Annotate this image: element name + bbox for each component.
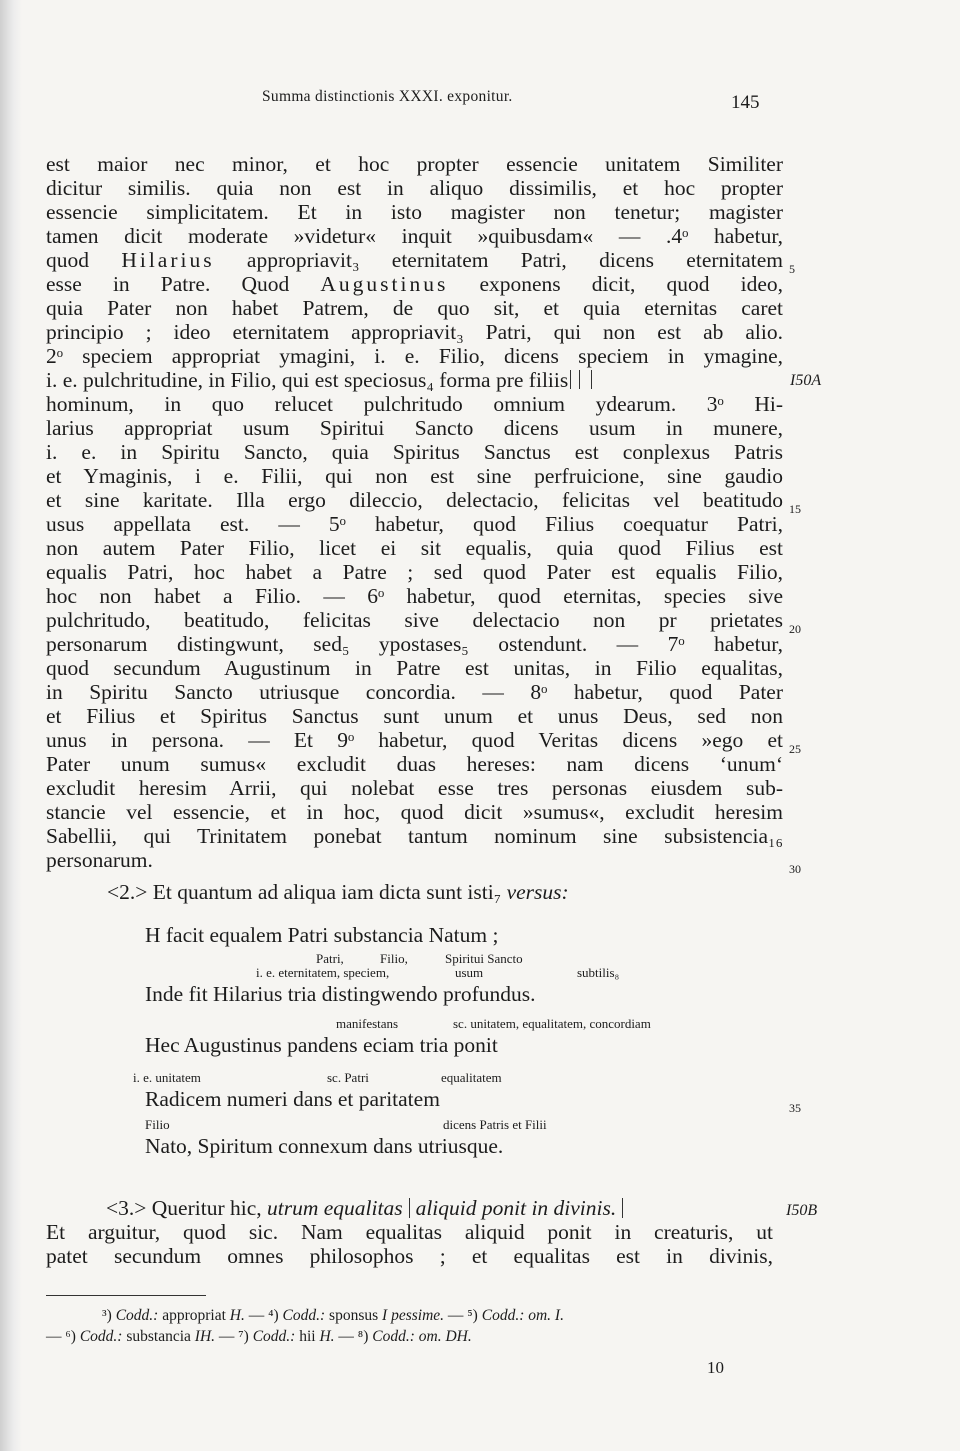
footnote-ms: H.: [319, 1328, 335, 1345]
gloss: subtilis₈: [577, 965, 620, 980]
gloss: Filio: [145, 1117, 170, 1132]
footnote-mark: — ⁵): [447, 1307, 478, 1324]
footnote-ms: om. I.: [528, 1307, 564, 1324]
text-line: Et arguitur, quod sic. Nam equalitas aliquid ponit in creaturis, ut: [46, 1220, 773, 1244]
footnote-ms: om. DH.: [418, 1328, 472, 1345]
footnote-codd: Codd.:: [481, 1307, 525, 1324]
text-line: [46, 368, 783, 392]
section-3-question: [106, 1196, 786, 1220]
verse-line: Nato, Spiritum connexum dans utriusque.: [145, 1134, 504, 1158]
text-span: i. e. pulchritudine, in Filio, qui est speciosus₄ forma pre filiis: [46, 368, 569, 392]
text-line: principio ; ideo eternitatem appropriavit₃ Patri, qui non est ab alio.: [46, 320, 783, 344]
footnote-ms: I pessime.: [382, 1307, 445, 1324]
section-label: <3.>: [106, 1196, 147, 1220]
text-line: non autem Pater Filio, licet ei sit equalis, quia quod Filius est: [46, 536, 783, 560]
signature-mark: 10: [707, 1358, 724, 1377]
text-line: in Spiritu Sancto utriusque concordia. — 8ᵒ habetur, quod Pater: [46, 680, 783, 704]
folio-break-mark: [622, 1198, 623, 1218]
margin-folio-ref: I50B: [786, 1202, 818, 1219]
line-number: 15: [789, 502, 801, 516]
line-number: 5: [789, 262, 795, 276]
margin-folio-ref: I50A: [790, 372, 822, 389]
text-line: tamen dicit moderate »videtur« inquit »quibusdam« — .4ᵒ habetur,: [46, 224, 783, 248]
text-line: personarum distingwunt, sed₅ ypostases₅ ostendunt. — 7ᵒ habetur,: [46, 632, 783, 656]
page-number: 145: [731, 92, 760, 113]
footnote-ms: H.: [229, 1307, 245, 1324]
footnote-line: [102, 1307, 564, 1325]
text-line: personarum.: [46, 848, 153, 872]
text-line: unus in persona. — Et 9ᵒ habetur, quod Veritas dicens »ego et: [46, 728, 783, 752]
footnote-codd: Codd.:: [115, 1307, 159, 1324]
text-line: quod secundum Augustinum in Patre est unitas, in Filio equalitas,: [46, 656, 783, 680]
gloss: equalitatem: [441, 1070, 502, 1085]
text-italic: versus:: [506, 880, 569, 904]
gloss: sc. Patri: [327, 1070, 369, 1085]
footnote-mark: — ⁴): [248, 1307, 279, 1324]
folio-break-mark: [570, 370, 592, 389]
gloss: Spiritui Sancto: [445, 951, 523, 966]
text-span: Et quantum ad aliqua iam dicta sunt isti₇: [152, 880, 502, 904]
name-augustinus: Augustinus: [320, 272, 449, 296]
verse-line: H facit equalem Patri substancia Natum ;: [145, 923, 499, 947]
verse-line: Inde fit Hilarius tria distingwendo profundus.: [145, 982, 536, 1006]
text-line: excludit heresim Arrii, qui nolebat esse tres personas eiusdem sub-: [46, 776, 783, 800]
gloss: dicens Patris et Filii: [443, 1117, 547, 1132]
footnote-rule: [46, 1295, 206, 1296]
text-line: et Ymaginis, i e. Filii, qui non est sine perfruicione, sine gaudio: [46, 464, 783, 488]
gloss: Patri,: [316, 951, 344, 966]
gloss: usum: [455, 965, 484, 980]
text-line: hoc non habet a Filio. — 6ᵒ habetur, quod eternitas, species sive: [46, 584, 783, 608]
text-line: i. e. in Spiritu Sancto, quia Spiritus Sanctus est conplexus Patris: [46, 440, 783, 464]
footnote-mark: — ⁸): [338, 1328, 369, 1345]
text-line: et sine karitate. Illa ergo dileccio, delectacio, felicitas vel beatitudo: [46, 488, 783, 512]
text-line: [46, 248, 783, 272]
footnote-ms: IH.: [194, 1328, 216, 1345]
text-line: 2ᵒ speciem appropriat ymagini, i. e. Filio, dicens speciem in ymagine,: [46, 344, 783, 368]
gloss: Filio,: [380, 951, 408, 966]
running-title: Summa distinctionis XXXI. exponitur.: [262, 88, 513, 105]
text-line: larius appropriat usum Spiritui Sancto dicens usum in munere,: [46, 416, 783, 440]
verse-line: Radicem numeri dans et paritatem: [145, 1087, 440, 1111]
footnote-codd: Codd.:: [252, 1328, 296, 1345]
text-span: appropriavit₃ eternitatem Patri, dicens eternitatem: [246, 248, 784, 272]
section-label: <2.>: [107, 880, 148, 904]
footnote-text: appropriat: [162, 1307, 226, 1324]
section-2-intro: [107, 880, 767, 904]
text-italic: aliquid ponit in divinis.: [415, 1196, 617, 1220]
text-line: usus appellata est. — 5ᵒ habetur, quod Filius coequatur Patri,: [46, 512, 783, 536]
text-line: equalis Patri, hoc habet a Patre ; sed quod Pater est equalis Filio,: [46, 560, 783, 584]
gloss: manifestans: [336, 1016, 399, 1031]
text-span: exponens dicit, quod ideo,: [479, 272, 783, 296]
text-line: [46, 272, 783, 296]
line-number: 30: [789, 862, 801, 876]
name-hilarius: Hilarius: [121, 248, 215, 272]
text-line: est maior nec minor, et hoc propter essencie unitatem Similiter: [46, 152, 783, 176]
text-line: patet secundum omnes philosophos ; et equalitas est in divinis,: [46, 1244, 773, 1268]
footnote-codd: Codd.:: [79, 1328, 123, 1345]
footnote-codd: Codd.:: [372, 1328, 415, 1345]
text-line: stancie vel essencie, et in hoc, quod dicit »sumus«, excludit heresim: [46, 800, 783, 824]
line-number: 25: [789, 742, 801, 756]
footnote-mark: ³): [102, 1307, 112, 1324]
text-line: dicitur similis. quia non est in aliquo dissimilis, et hoc propter: [46, 176, 783, 200]
verse-line: Hec Augustinus pandens eciam tria ponit: [145, 1033, 498, 1057]
footnote-line: [46, 1328, 472, 1346]
gloss: i. e. eternitatem, speciem,: [256, 965, 390, 980]
text-line: Pater unum sumus« excludit duas hereses: nam dicens ‘unum‘: [46, 752, 783, 776]
line-number: 35: [789, 1101, 801, 1115]
text-span: Queritur hic,: [151, 1196, 262, 1220]
text-line: hominum, in quo relucet pulchritudo omnium ydearum. 3ᵒ Hi-: [46, 392, 783, 416]
gloss: i. e. unitatem: [133, 1070, 201, 1085]
text-line: et Filius et Spiritus Sanctus sunt unum et unus Deus, sed non: [46, 704, 783, 728]
text-line: pulchritudo, beatitudo, felicitas sive delectacio non pr prietates: [46, 608, 783, 632]
footnote-codd: Codd.:: [282, 1307, 326, 1324]
footnote-text: sponsus: [329, 1307, 379, 1324]
text-line: Sabellii, qui Trinitatem ponebat tantum nominum sine subsistencia₁₆: [46, 824, 783, 848]
footnote-mark: — ⁶): [46, 1328, 76, 1345]
line-number: 20: [789, 622, 801, 636]
footnote-text: hii: [299, 1328, 316, 1345]
page-edge-shadow: [0, 0, 22, 1451]
folio-break-mark: [409, 1198, 410, 1218]
gloss: sc. unitatem, equalitatem, concordiam: [453, 1016, 651, 1031]
text-span: quod: [46, 248, 89, 272]
text-italic: utrum equalitas: [267, 1196, 403, 1220]
footnote-mark: — ⁷): [218, 1328, 249, 1345]
text-line: essencie simplicitatem. Et in isto magister non tenetur; magister: [46, 200, 783, 224]
footnote-text: substancia: [126, 1328, 191, 1345]
text-line: quia Pater non habet Patrem, de quo sit, et quia eternitas caret: [46, 296, 783, 320]
text-span: esse in Patre. Quod: [46, 272, 290, 296]
